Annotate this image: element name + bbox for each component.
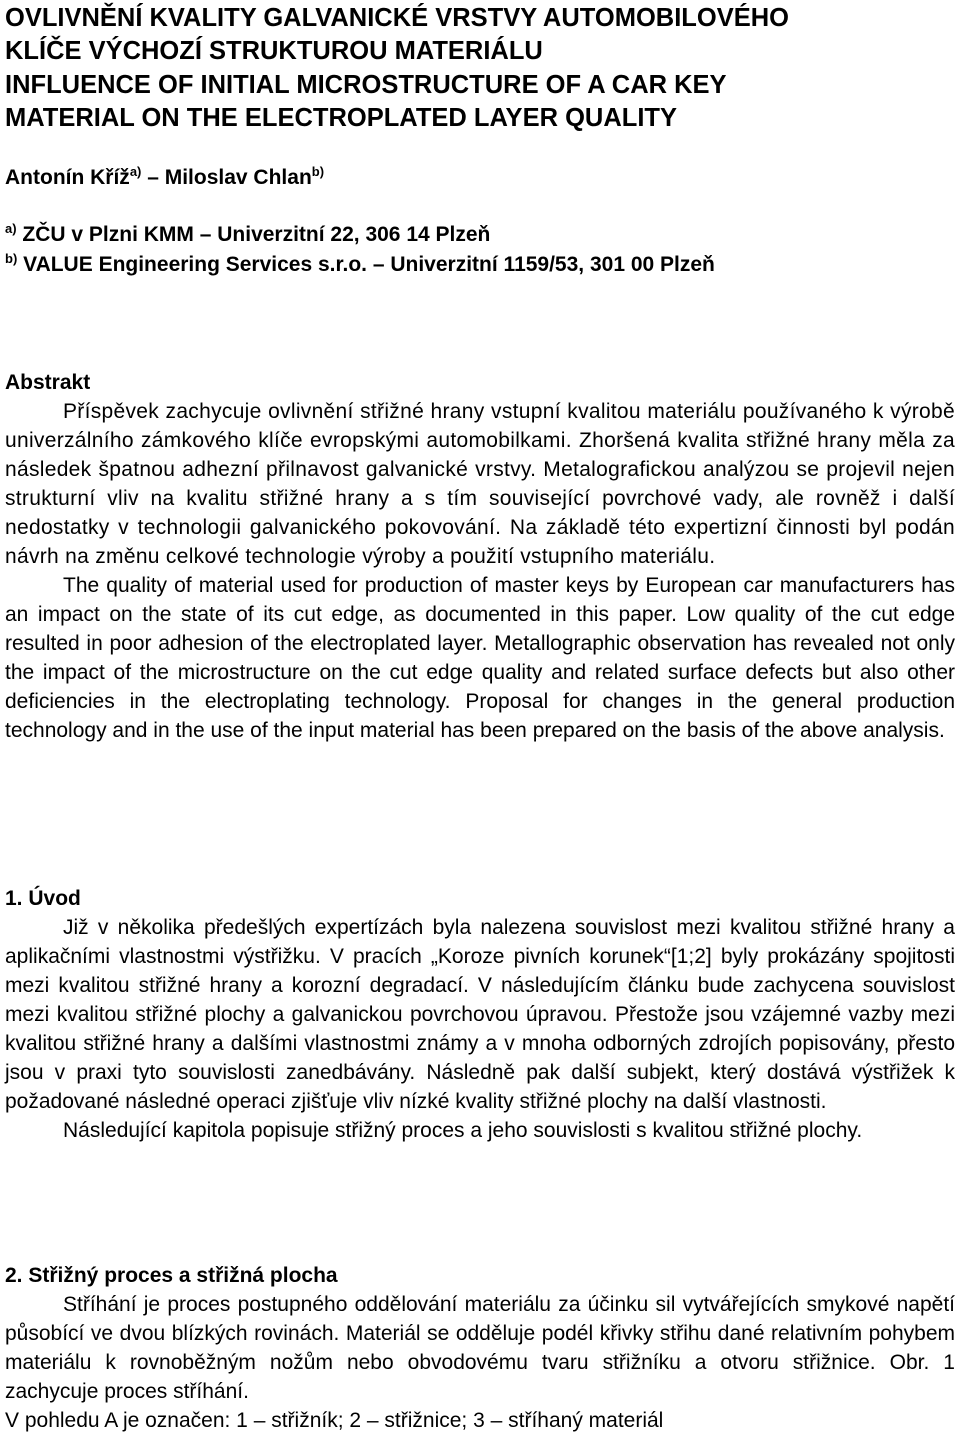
section-1-heading: 1. Úvod [5,887,81,910]
affiliation-a [5,220,955,250]
title-line-4: MATERIAL ON THE ELECTROPLATED LAYER QUALITY [5,103,677,132]
author-1-mark: a) [129,164,142,179]
abstract-paragraph-cz: Příspěvek zachycuje ovlivnění střižné hrany vstupní kvalitou materiálu používaného k výrobě univerzálního zámkového klíče evropskými automobilkami. Zhoršená kvalita střižné hrany měla za následek špatnou adhezní přilnavost galvanické vrstvy. Metalografickou analýzou se projevil nejen strukturní vliv na kvalitu střižné hrany a s tím související povrchové vady, ale rovněž i další nedostatky v technologii galvanického pokovování. Na základě této expertizní činnosti byl podán návrh na změnu celkové technologie výroby a použití vstupního materiálu. [5,400,955,568]
abstract-body [5,397,955,745]
section-2-body [5,1290,955,1435]
section-2-heading: 2. Střižný proces a střižná plocha [5,1264,338,1287]
section-1-body [5,913,955,1145]
affiliation-b-text: VALUE Engineering Services s.r.o. – Univerzitní 1159/53, 301 00 Plzeň [17,253,715,276]
title-line-2: KLÍČE VÝCHOZÍ STRUKTUROU MATERIÁLU [5,37,543,66]
title-line-3: INFLUENCE OF INITIAL MICROSTRUCTURE OF A CAR KEY [5,70,727,99]
author-2-mark: b) [311,164,325,179]
author-line [5,163,955,193]
paper-title [5,2,955,135]
section-1-paragraph-1: Již v několika předešlých expertízách byla nalezena souvislost mezi kvalitou střižné hrany a aplikačními vlastnostmi výstřižku. V pracích „Koroze pivních korunek“[1;2] byly prokázány spojitosti mezi kvalitou střižné hrany a korozní degradací. V následujícím článku bude zachycena souvislost mezi kvalitou střižné plochy a galvanickou povrchovou úpravou. Přestože jsou vzájemné vazby mezi kvalitou střižné hrany a dalšími vlastnostmi známy a v mnoha odborných zdrojích popisovány, přesto jsou v praxi tyto souvislosti zanedbávány. Následně pak další subjekt, který dostává výstřižek k požadované následné operaci zjišťuje vliv nízké kvality střižné plochy na další vlastnosti. [5,916,955,1113]
affiliation-a-text: ZČU v Plzni KMM – Univerzitní 22, 306 14 Plzeň [16,223,491,246]
affiliation-b-mark: b) [5,251,18,266]
section-2-paragraph-1: Stříhání je proces postupného oddělování materiálu za účinku sil vytvářejících smykové napětí působící ve dvou blízkých rovinách. Materiál se odděluje podél křivky střihu dané relativním pohybem materiálu k rovnoběžným nožům nebo obvodovému tvaru střižníku a otvoru střižnice. Obr. 1 zachycuje proces stříhání. [5,1293,955,1403]
author-2: Miloslav Chlan [164,166,312,189]
affiliations [5,220,955,280]
affiliation-b [5,250,955,280]
abstract-heading: Abstrakt [5,371,91,394]
author-1: Antonín Kříž [5,166,130,189]
section-1-paragraph-2: Následující kapitola popisuje střižný proces a jeho souvislosti s kvalitou střižné plochy. [63,1119,863,1142]
affiliation-a-mark: a) [5,221,17,236]
section-2-last-line: V pohledu A je označen: 1 – střižník; 2 – střižnice; 3 – stříhaný materiál [5,1409,664,1432]
title-line-1: OVLIVNĚNÍ KVALITY GALVANICKÉ VRSTVY AUTOMOBILOVÉHO [5,4,789,32]
author-separator: – [141,166,165,189]
abstract-paragraph-en: The quality of material used for production of master keys by European car manufacturers has an impact on the state of its cut edge, as documented in this paper. Low quality of the cut edge resulted in poor adhesion of the electroplated layer. Metallographic observation has revealed not only the impact of the microstructure on the cut edge quality and related surface defects but also other deficiencies in the electroplating technology. Proposal for changes in the general production technology and in the use of the input material has been prepared on the basis of the above analysis. [5,574,955,742]
